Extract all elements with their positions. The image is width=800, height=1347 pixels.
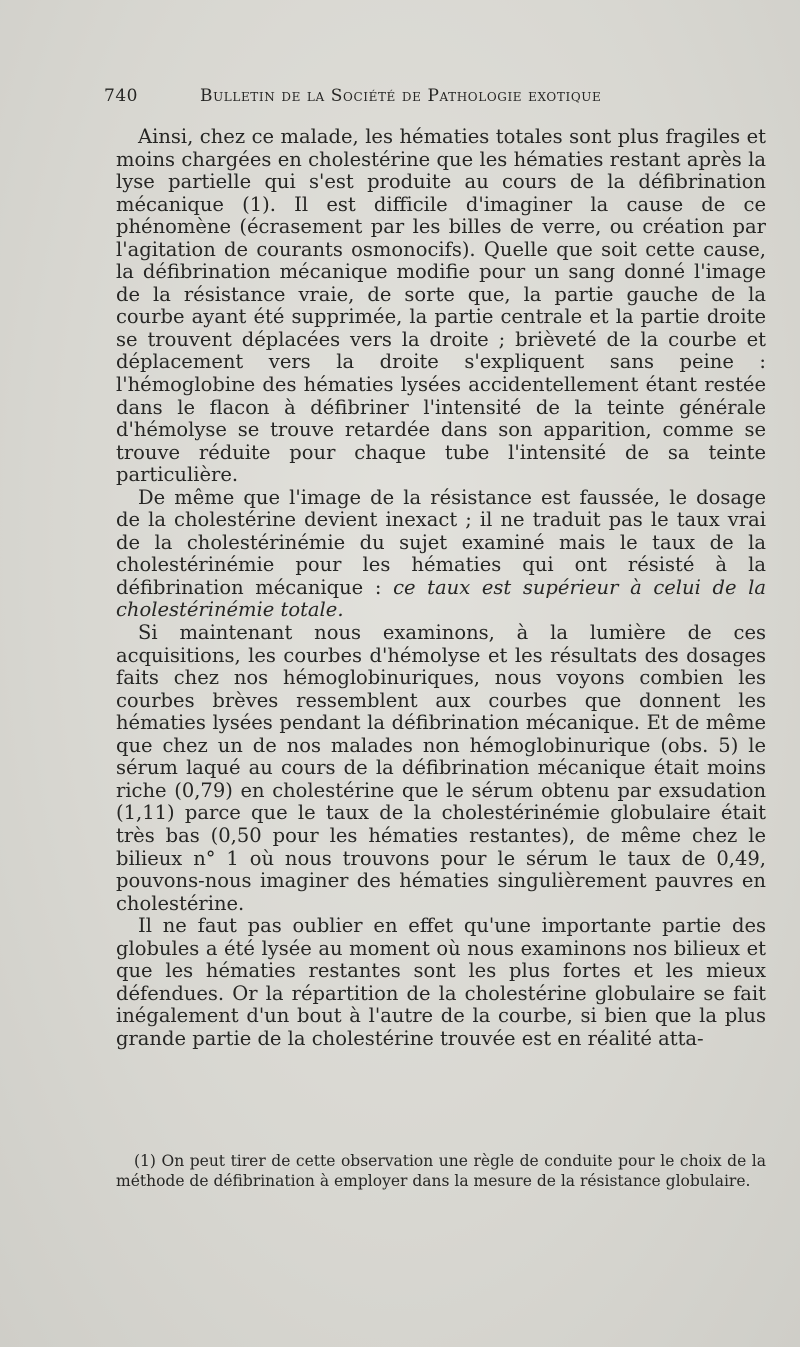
paragraph — [116, 126, 766, 487]
paragraph-text: Il ne faut pas oublier en effet qu'une importante partie des globules a été lysée au moment où nous examinons nos bilieux et que les hématies restantes sont les plus fortes et les mieux défendues. Or la répartition de la cholestérine globulaire se fait inégalement d'un bout à l'autre de la courbe, si bien que la plus grande partie de la cholestérine trouvée est en réalité atta- — [116, 914, 766, 1050]
page-header — [104, 86, 764, 112]
paragraph — [116, 915, 766, 1050]
running-title: Bulletin de la Société de Pathologie exotique — [200, 86, 602, 106]
paragraph-text: Ainsi, chez ce malade, les hématies totales sont plus fragiles et moins chargées en cholestérine que les hématies restant après la lyse partielle qui s'est produite au cours de la défibrination mécanique (1). Il est difficile d'imaginer la cause de ce phénomène (écrasement par les billes de verre, ou création par l'agitation de courants osmonocifs). Quelle que soit cette cause, la défibrination mécanique modifie pour un sang donné l'image de la résistance vraie, de sorte que, la partie gauche de la courbe ayant été supprimée, la partie centrale et la partie droite se trouvent déplacées vers la droite ; brièveté de la courbe et déplacement vers la droite s'expliquent sans peine : l'hémoglobine des hématies lysées accidentellement étant restée dans le flacon à défibriner l'intensité de la teinte générale d'hémolyse se trouve retardée dans son apparition, comme se trouve réduite pour chaque tube l'intensité de sa teinte particulière. — [116, 125, 766, 487]
footnote-text: (1) On peut tirer de cette observation une règle de conduite pour le choix de la méthode de défibrination à employer dans la mesure de la résistance globulaire. — [116, 1152, 766, 1190]
footnote — [116, 1151, 766, 1191]
paragraph-text: Si maintenant nous examinons, à la lumière de ces acquisitions, les courbes d'hémolyse et les résultats des dosages faits chez nos hémoglobinuriques, nous voyons combien les courbes brèves ressemblent aux courbes que donnent les hématies lysées pendant la défibrination mécanique. Et de même que chez un de nos malades non hémoglobinurique (obs. 5) le sérum laqué au cours de la défibrination mécanique était moins riche (0,79) en cholestérine que le sérum obtenu par exsudation (1,11) parce que le taux de la cholestérinémie globulaire était très bas (0,50 pour les hématies restantes), de même chez le bilieux n° 1 où nous trouvons pour le sérum le taux de 0,49, pouvons-nous imaginer des hématies singulièrement pauvres en cholestérine. — [116, 621, 766, 915]
paragraph — [116, 622, 766, 915]
body-text — [116, 126, 766, 1050]
emphasized-text: ce taux est supérieur à celui de la cholestérinémie totale. — [116, 575, 766, 622]
paragraph-text: De même que l'image de la résistance est faussée, le dosage de la cholestérine devient inexact ; il ne traduit pas le taux vrai de la cholestérinémie du sujet examiné mais le taux de la cholestérinémie pour les hématies qui ont résisté à la défibrination mécanique : — [116, 485, 766, 599]
paragraph — [116, 487, 766, 622]
page-number: 740 — [104, 86, 138, 106]
